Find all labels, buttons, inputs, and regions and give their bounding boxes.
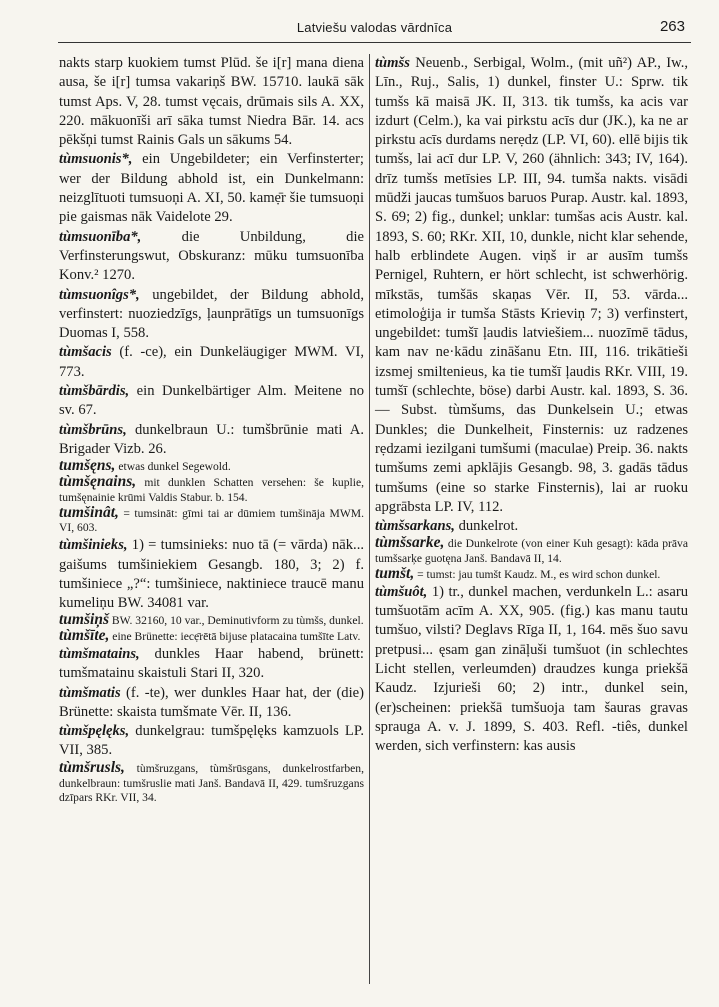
running-title: Latviešu valodas vārdnīca <box>296 20 453 35</box>
dictionary-entry <box>59 343 364 382</box>
entry-definition: (f. -ce), ein Dunkeläugiger MWM. VI, 773. <box>59 344 364 380</box>
entry-definition: etwas dunkel Segewold. <box>118 460 231 474</box>
page-number: 263 <box>659 18 685 35</box>
dictionary-entry <box>59 536 364 613</box>
entry-definition: dunkelrot. <box>458 518 519 535</box>
dictionary-entry <box>59 421 364 460</box>
entry-headword: tùmšacis <box>59 344 112 361</box>
page-header <box>58 18 691 43</box>
entry-definition: ein Ungebildeter; ein Verfinsterter; wer der Bildung abhold ist, ein Dunkelmann: neizglītuoti tumsuoņi A. XI, 50. kamẹ̄r šie tumsuoņi pie gaismas nāk Vaidelote 29. <box>59 151 364 226</box>
entry-definition: dunkles Haar habend, brünett: tumšmatainu skaistuli Stari II, 320. <box>59 646 364 682</box>
entry-headword: tumšt, <box>375 565 415 583</box>
dictionary-entry <box>59 54 364 150</box>
entry-headword: tùmšmatis <box>59 684 121 701</box>
dictionary-entry <box>59 645 364 684</box>
entry-definition: (f. -te), wer dunkles Haar hat, der (die) Brünette: skaista tumšmate Vēr. II, 136. <box>59 684 364 720</box>
entry-headword: tùmšpęlęks, <box>59 723 130 740</box>
entry-headword: tùmšsarkans, <box>375 518 455 535</box>
dictionary-entry <box>375 567 688 583</box>
entry-definition: 1) tr., dunkel machen, verdunkeln L.: asaru tumšuotām acīm A. XX, 905. (fig.) kas manu tautu tumšuo, vilsti? Deglavs Rīga II, 1, 164. mēs šuo savu pretpusi... ęsam gan zināļuši tumšuot (in schlechtes Licht stellen, verleumden) draudzes kunga priekšā Kaudz. Izjurieši 60; 2) intr., dunkel sein, (er)scheinen: priekšā tumšuoja tam šauras gravas sprauga A. v. J. 1899, S. 403. Refl. -tiês, dunkel werden, sich verfinstern: kas ausis <box>375 583 688 755</box>
entry-definition: nakts starp kuokiem tumst Plūd. še i[r] mana diena ausa, še i[r] tumsa vakariņš BW. 15710. laukā sāk tumst Aps. V, 28. tumst vęcais, drūmais sils A. XX, 220. mākuonīši arī sāka tumst Niedra Bār. 14. acs pēkšņi tumst Rainis Gals un sākums 54. <box>59 55 364 149</box>
entry-headword: tumšiņš <box>59 611 109 629</box>
dictionary-entry <box>375 583 688 757</box>
dictionary-entry <box>59 684 364 723</box>
entry-definition: = tumsināt: gīmi tai ar dūmiem tumšināja MWM. VI, 603. <box>59 506 364 535</box>
dictionary-entry <box>375 536 688 567</box>
entry-definition: die Dunkelrote (von einer Kuh gesagt): kāda prāva tumšsarķe guotęna Janš. Bandavā II, 14. <box>375 537 688 566</box>
entry-headword: tùmšīte, <box>59 627 110 645</box>
entry-definition: eine Brünette: iecẹ̄rētā bijuse platacaina tumšīte Latv. <box>112 630 361 644</box>
entry-definition: = tumst: jau tumšt Kaudz. M., es wird schon dunkel. <box>417 568 661 582</box>
dictionary-entry <box>59 150 364 227</box>
entry-headword: tumšinât, <box>59 503 119 521</box>
entry-headword: tumšęns, <box>59 457 116 475</box>
entry-headword: tùmšmatains, <box>59 646 140 662</box>
dictionary-entry <box>59 629 364 645</box>
entry-definition: dunkelgrau: tumšpęlęks kamzuols LP. VII, 385. <box>59 723 364 759</box>
dictionary-entry <box>59 228 364 286</box>
dictionary-entry <box>375 54 688 517</box>
entry-headword: tùmsuonîgs*, <box>59 286 140 303</box>
dictionary-entry <box>59 722 364 761</box>
dictionary-entry <box>59 382 364 421</box>
right-column <box>375 54 688 756</box>
entry-headword: tùmšs <box>375 55 410 71</box>
left-column <box>59 54 364 806</box>
entry-definition: dunkelbraun U.: tumšbrūnie mati A. Brigader Vizb. 26. <box>59 421 364 457</box>
entry-definition: Neuenb., Serbigal, Wolm., (mit uñ²) AP., Iw., Līn., Ruj., Salis, 1) dunkel, finster U.: Sprw. tik tumšs kā maisā JK. II, 313. tik tumšs, ka acis var izdurt (Celm.), ka vai pirkstu acīs dur (JK.), ka ne ar pirkstu acīs durdams nerẹdz (LP. VI, 60). ellē bijis tik tumšs, lai acī dur LP. V, 260 (ähnlich: 343; IV, 164). drīz tumšs metīsies LP. III, 94. tumša nakts. visādi mūdži jaucas tumšuos baruos Purap. Austr. kal. 1893, S. 69; 2) fig., dunkel; unklar: tumšas acis Austr. kal. 1893, S. 60; RKr. XII, 10, dunkle, nicht klar sehende, halb erblindete Augen. viņš ir ar ausīm tumšs Pernigel, Ruhtern, er hört schlecht, ist schwerhörig. mīkstās, tumšās skaņas Vēr. II, 53. vārda... etimoloģija ir tumša Stāsts Krieviņ 7; 3) verfinstert, ungebildet: tumšī ļaudis latviešiem... nuozīmē tādus, kam nav ne·kādu zināšanu Etn. III, 116. trikātieši izsmej smiltenieus, ka tie tumšī ļaudis RKr. VIII, 19. tumšī (schlechte, böse) darbi Austr. kal. 1893, S. 36. — Subst. tùmšums, das Dunkelsein U.; etwas Dunkles; die Dunkelheit, Finsternis: uz radzenes rẹdzami iezilgani tumšumi (maculae) Preip. 36. nakts tumšums zemi apklājis Gesangb. 98, 3. gadās tādus tumšums (eine so starke Finsternis), lai ar ruoku apgrābsta LP. IV, 112. <box>375 55 688 515</box>
dictionary-entry <box>59 475 364 506</box>
entry-headword: tùmšuôt, <box>375 583 428 600</box>
dictionary-entry <box>59 286 364 344</box>
entry-headword: tùmšbārdis, <box>59 383 130 400</box>
entry-headword: tùmsuonība*, <box>59 228 142 245</box>
entry-definition: die Unbildung, die Verfinsterungswut, Obskuranz: mūku tumsuonība Konv.² 1270. <box>59 228 364 284</box>
entry-definition: mit dunklen Schatten versehen: še kuplie, tumšęnainie krūmi Valdis Stabur. b. 154. <box>59 476 364 504</box>
dictionary-entry <box>59 758 364 806</box>
entry-definition: ungebildet, der Bildung abhold, verfinstert: nuoziedzīgs, ļaunprātīgs un tumsuonīgs Duomas I, 558. <box>59 286 364 342</box>
entry-headword: tùmšrusls, <box>59 758 125 776</box>
dictionary-entry <box>59 503 364 537</box>
entry-headword: tùmsuonis*, <box>59 151 133 168</box>
entry-headword: tùmšinieks, <box>59 537 128 554</box>
entry-definition: 1) = tumsinieks: nuo tā (= vārda) nāk... gaišums tumšiniekiem Gesangb. 180, 3; 2) f. tumšiniece „?“: tumšiniece, naktiniece traucē manu kumeliņu BW. 34081 var. <box>59 537 364 612</box>
column-divider <box>369 54 370 984</box>
entry-definition: BW. 32160, 10 var., Deminutivform zu tùmšs, dunkel. <box>111 614 364 628</box>
entry-definition: ein Dunkelbärtiger Alm. Meitene no sv. 67. <box>59 383 364 419</box>
entry-headword: tùmšbrūns, <box>59 421 127 438</box>
entry-headword: tùmšsarke, <box>375 534 445 552</box>
entry-headword: tùmšęnains, <box>59 473 137 491</box>
entry-definition: tùmšruzgans, tùmšrūsgans, dunkelrostfarben, dunkelbraun: tumšruslie mati Janš. Bandavā II, 429. tumšruzgans dzīpars RKr. VII, 34. <box>59 761 364 805</box>
